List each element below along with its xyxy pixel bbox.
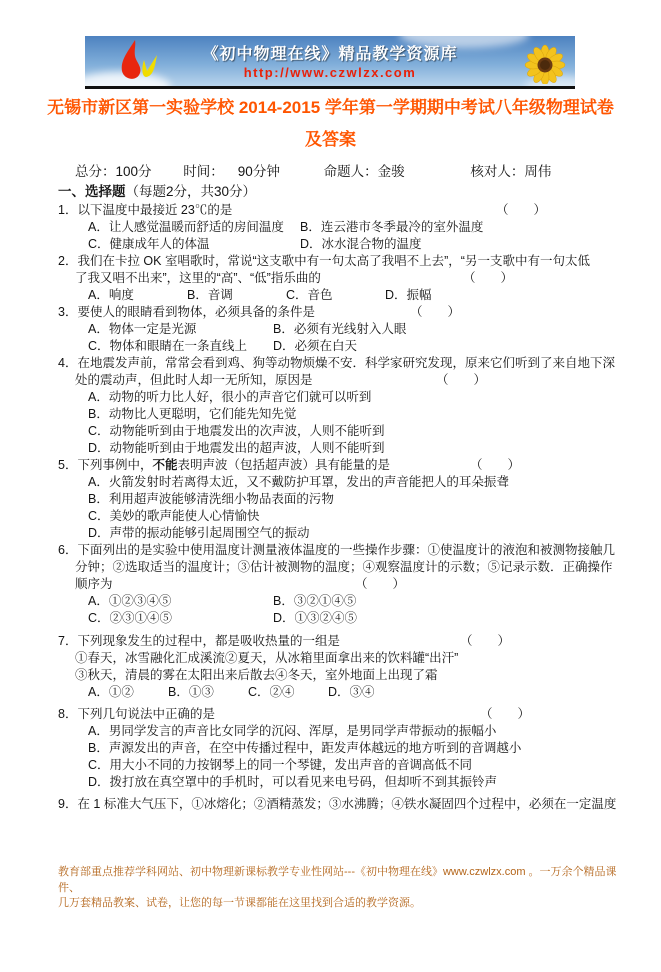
- section-heading-rest: （每题2分，共30分）: [125, 184, 257, 199]
- answer-bracket: （ ）: [480, 707, 531, 721]
- option-a: A．让人感觉温暖而舒适的房间温度: [88, 220, 284, 234]
- question-5-stem: 5．下列事例中，不能表明声波（包括超声波）具有能量的是 （ ）: [58, 458, 521, 472]
- question-6-stem-line2: 分钟；②选取适当的温度计；③估计被测物的温度；④观察温度计的示数；⑤记录示数．正确操作: [75, 560, 613, 574]
- question-1-options: [58, 219, 661, 253]
- question-4: [58, 355, 661, 457]
- question-3: [58, 304, 661, 355]
- option-c: C．物体和眼睛在一条直线上: [88, 339, 248, 353]
- option-a: A．①②③④⑤: [88, 594, 172, 608]
- question-1: [58, 202, 661, 253]
- page-title: [0, 98, 661, 149]
- question-6-options: [58, 593, 661, 627]
- emphasis-bu-neng: 不能: [152, 458, 178, 472]
- total-score-value: 100分: [115, 164, 152, 179]
- question-7-items-line2: ③秋天，清晨的雾在太阳出来后散去④冬天，室外地面上出现了霜: [75, 668, 438, 682]
- option-b: B．音调: [187, 288, 233, 302]
- duration-label: 时间：: [183, 164, 224, 179]
- author-value: 金骏: [377, 164, 405, 179]
- option-a: A．①②: [88, 685, 134, 699]
- option-c: C．动物能听到由于地震发出的次声波，人则不能听到: [88, 424, 385, 438]
- option-c: C．②④: [248, 685, 295, 699]
- question-7-stem: 7．下列现象发生的过程中，都是吸收热量的一组是 （ ）: [58, 634, 511, 648]
- checker-label: 核对人：: [470, 164, 525, 179]
- option-d: D．必须在白天: [273, 339, 358, 353]
- question-8-stem: 8．下列几句说法中正确的是 （ ）: [58, 707, 531, 721]
- question-9: [58, 796, 661, 813]
- option-c: C．音色: [286, 288, 333, 302]
- exam-title-line1: 无锡市新区第一实验学校 2014-2015 学年第一学期期中考试八年级物理试卷: [47, 98, 614, 117]
- exam-title-line2: 及答案: [305, 130, 356, 149]
- question-2-stem-line2: 了我又唱不出来”，这里的“高”、“低”指乐曲的 （ ）: [75, 271, 514, 285]
- option-a: A．物体一定是光源: [88, 322, 197, 336]
- question-1-stem: 1．以下温度中最接近 23℃的是 （ ）: [58, 203, 547, 217]
- question-9-stem: 9．在 1 标准大气压下，①冰熔化；②酒精蒸发；③水沸腾；④铁水凝固四个过程中，必须在一定温度: [58, 797, 617, 811]
- page-footer: [58, 865, 634, 912]
- author-label: 命题人：: [323, 164, 378, 179]
- section-heading-bold: 一、选择题: [58, 184, 126, 199]
- sunflower-icon: [513, 40, 571, 84]
- option-b: B．③②①④⑤: [273, 594, 357, 608]
- question-6: [58, 542, 661, 627]
- question-3-stem: 3．要使人的眼睛看到物体，必须具备的条件是 （ ）: [58, 305, 461, 319]
- option-a: A．动物的听力比人好，很小的声音它们就可以听到: [88, 390, 372, 404]
- question-4-stem-line1: 4．在地震发声前，常常会看到鸡、狗等动物烦燥不安．科学家研究发现，原来它们听到了来自地下深: [58, 356, 615, 370]
- option-c: C．用大小不同的力按钢琴上的同一个琴键，发出声音的音调高低不同: [88, 758, 473, 772]
- option-c: C．美妙的歌声能使人心情愉快: [88, 509, 260, 523]
- question-5: [58, 457, 661, 542]
- question-2-stem-line1: 2．我们在卡拉 OK 室唱歌时，常说“这支歌中有一句太高了我唱不上去”，“另一支歌中有一句太低: [58, 254, 590, 268]
- section-heading: [58, 183, 661, 200]
- question-2-options: [58, 287, 661, 304]
- option-d: D．振幅: [385, 288, 432, 302]
- question-7-options: [58, 684, 661, 701]
- banner-site-title: 《初中物理在线》精品教学资源库: [202, 46, 458, 63]
- option-b: B．声源发出的声音，在空中传播过程中，距发声体越远的地方听到的音调越小: [88, 741, 522, 755]
- answer-bracket: （ ）: [355, 577, 406, 591]
- option-d: D．①③②④⑤: [273, 611, 358, 625]
- answer-bracket: （ ）: [496, 203, 547, 217]
- option-b: B．动物比人更聪明，它们能先知先觉: [88, 407, 297, 421]
- answer-bracket: （ ）: [436, 373, 487, 387]
- option-a: A．男同学发言的声音比女同学的沉闷、浑厚，是男同学声带振动的振幅小: [88, 724, 497, 738]
- question-3-options: [58, 321, 661, 355]
- site-banner: [85, 36, 575, 89]
- option-d: D．冰水混合物的温度: [300, 237, 422, 251]
- question-6-stem-line1: 6．下面列出的是实验中使用温度计测量液体温度的一些操作步骤：①使温度计的液泡和被测物接触几: [58, 543, 615, 557]
- banner-text: [155, 41, 505, 80]
- option-c: C．健康成年人的体温: [88, 237, 210, 251]
- option-a: A．响度: [88, 288, 134, 302]
- option-b: B．必须有光线射入人眼: [273, 322, 407, 336]
- option-d: D．声带的振动能够引起周围空气的振动: [88, 526, 310, 540]
- duration-value: 90分钟: [237, 164, 280, 179]
- option-b: B．①③: [168, 685, 214, 699]
- answer-bracket: （ ）: [463, 271, 514, 285]
- question-7: [58, 633, 661, 701]
- question-8: [58, 706, 661, 791]
- footer-line1: 教育部重点推荐学科网站、初中物理新课标教学专业性网站---《初中物理在线》www.czwlzx.com 。一万余个精品课件、: [58, 866, 617, 894]
- question-2: [58, 253, 661, 304]
- option-c: C．②③①④⑤: [88, 611, 173, 625]
- checker-value: 周伟: [524, 164, 552, 179]
- option-d: D．③④: [328, 685, 375, 699]
- footer-line2: 几万套精品教案、试卷，让您的每一节课都能在这里找到合适的教学资源。: [58, 897, 421, 909]
- total-score-label: 总分：: [75, 164, 116, 179]
- exam-meta: [75, 160, 661, 180]
- question-list: [58, 202, 661, 813]
- option-d: D．拨打放在真空罩中的手机时，可以看见来电号码，但却听不到其振铃声: [88, 775, 498, 789]
- answer-bracket: （ ）: [410, 305, 461, 319]
- banner-site-url: http://www.czwlzx.com: [243, 65, 417, 80]
- question-4-stem-line2: 处的震动声，但此时人却一无所知，原因是 （ ）: [75, 373, 487, 387]
- option-a: A．火箭发射时若离得太近，又不戴防护耳罩，发出的声音能把人的耳朵振聋: [88, 475, 509, 489]
- question-7-items-line1: ①春天，冰雪融化汇成溪流②夏天，从冰箱里面拿出来的饮料罐“出汗”: [75, 651, 459, 665]
- option-b: B．连云港市冬季最冷的室外温度: [300, 220, 484, 234]
- answer-bracket: （ ）: [470, 458, 521, 472]
- answer-bracket: （ ）: [460, 634, 511, 648]
- option-d: D．动物能听到由于地震发出的超声波，人则不能听到: [88, 441, 385, 455]
- question-6-stem-line3: 顺序为 （ ）: [75, 577, 406, 591]
- option-b: B．利用超声波能够清洗细小物品表面的污物: [88, 492, 334, 506]
